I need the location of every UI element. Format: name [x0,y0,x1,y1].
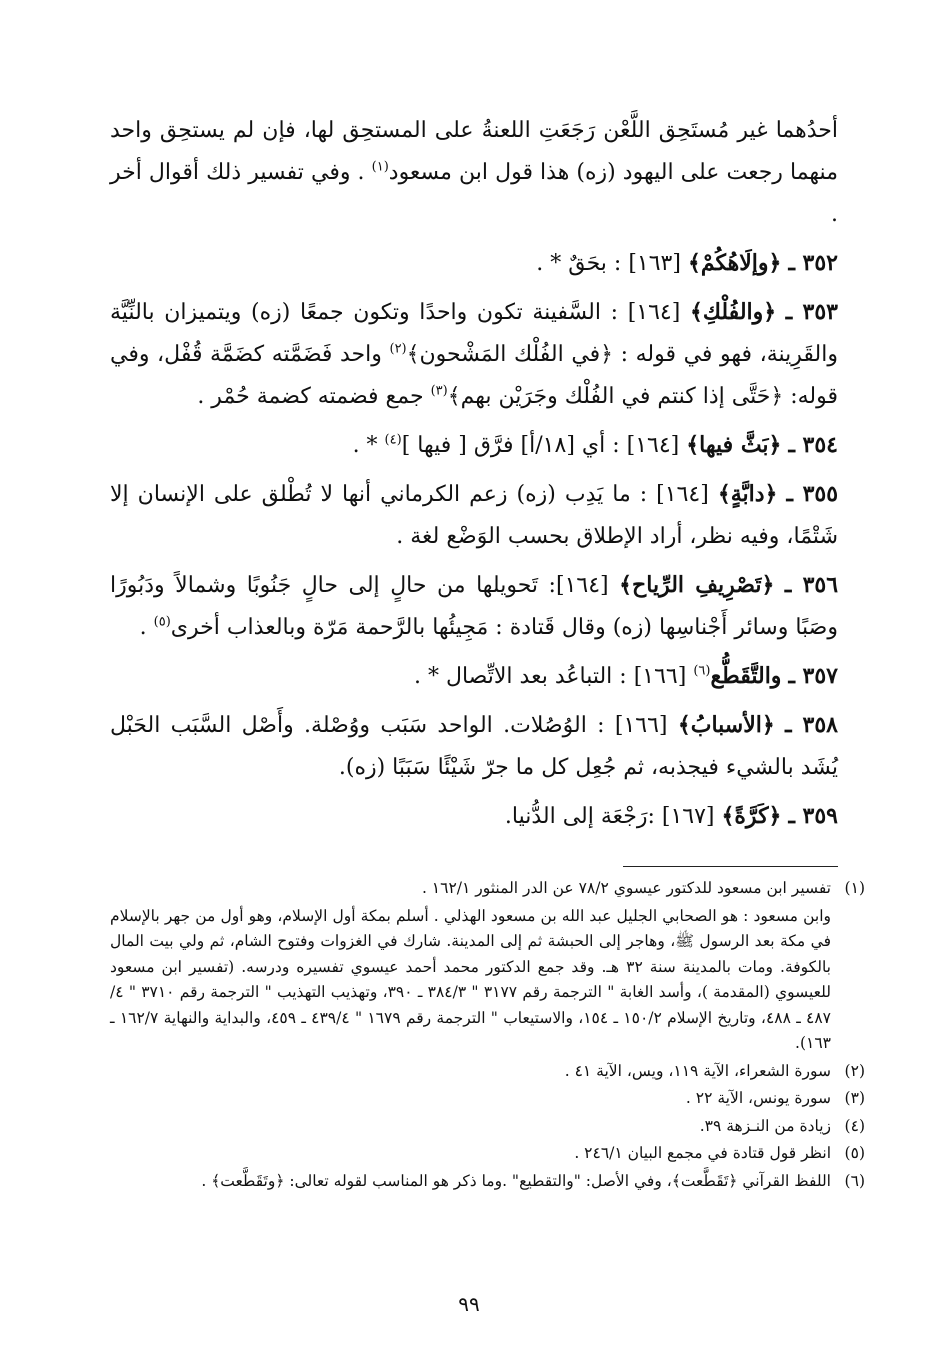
entry-number: ٣٥٧ ـ [788,663,838,689]
entry-word: ﴿تَصْرِيفِ الرِّياح﴾ [619,572,775,598]
footnote-separator [623,866,838,867]
footnote-number: (٤) [844,1116,865,1135]
entry-number: ٣٥٣ ـ [785,299,838,325]
entry-number: ٣٥٥ ـ [786,481,839,507]
entry-text: . [139,615,154,640]
entry-text: : أي [١٨/أ] فرَّق [ فيها ] [401,433,627,458]
footnote-text: تفسير ابن مسعود للدكتور عيسوي ٧٨/٢ عن الدر المنثور ١٦٢/١ . [421,879,831,897]
entry-word: ﴿كَرَّةً﴾ [721,803,782,829]
entry-355 [110,473,838,558]
footnote-number: (١) [844,879,865,897]
footnote-ref: (٣) [430,383,448,399]
footnote-1 [110,876,865,902]
entry-354 [110,424,838,467]
verse-ref: [١٦٤] [555,573,609,598]
entry-text: جمع فضمته كضمة حُمْر . [197,384,431,409]
footnote-number: (٥) [844,1144,865,1162]
entry-text: : التباعُد بعد الاتِّصال * . [414,664,634,689]
entry-word: ﴿بَثَّ فيها﴾ [686,432,782,458]
entry-number: ٣٥٢ ـ [788,250,838,276]
footnote-text: وابن مسعود : هو الصحابي الجليل عبد الله بن مسعود الهذلي . أسلم بمكة أول الإسلام، وهو أول من جهر بالإسلام في مكة بعد الرسول ﷺ، وهاجر إلى الحبشة ثم إلى المدينة. شارك في الغزوات وفتوح الشام، ثم ولي بيت المال بالكوفة. ومات بالمدينة سنة ٣٢ هـ. وقد جمع الدكتور محمد أحمد عيسوي تفسيره ودرسه. (تفسير ابن مسعود للعيسوي (المقدمة )، وأسد الغابة " الترجمة رقم ٣١٧٧ " ٣٨٤/٣ ـ ٣٩٠، وتهذيب التهذيب " الترجمة رقم ٣٧١٠ " ٤/ ٤٨٧ ـ ٤٨٨، وتاريخ الإسلام ١٥٠/٢ ـ ١٥٤، والاستيعاب " الترجمة رقم ١٦٧٩ " ٤٣٩/٤ ـ ٤٥٩، والبداية والنهاية ١٦٢/٧ ـ ١٦٣). [110,906,831,1052]
entry-number: ٣٥٩ ـ [788,803,838,829]
footnote-6 [110,1169,865,1195]
entry-word: ﴿وإلَاهُكُمْ﴾ [687,250,782,276]
entry-358 [110,704,838,789]
entry-number: ٣٥٨ ـ [785,712,838,738]
footnote-4 [110,1114,865,1140]
intro-text: أحدُهما غير مُستَحِق اللَّعْن رَجَعَتِ اللعنةُ على المستحِق لها، فإن لم يستحِق واحد منهما رجعت على اليهود (زه) هذا قول ابن مسعود [110,118,838,185]
footnote-3 [110,1086,865,1112]
entry-word: ﴿والفُلْكِ﴾ [689,299,777,325]
entry-text: : الوُصُلات. الواحد سَبَب ووُصْلة. وأَصْل السَّبَب الحَبْل يُشَد بالشيء فيجذبه، ثم جُعِل كل ما جرّ شَيْئًا سَبَبًا (زه). [110,713,838,780]
page-number: ٩٩ [458,1292,480,1316]
entry-word: ﴿الأسبابُ﴾ [677,712,775,738]
footnote-ref: (١) [371,159,389,175]
entry-353 [110,291,838,418]
verse-ref: [١٦٤] [626,433,680,458]
footnote-ref: (٤) [384,432,402,448]
intro-paragraph [110,110,838,236]
entry-word: والتَّقَطُّع [710,663,782,689]
entry-text: واحد فَضَمَّته كضَمَّة قُفْل، وفي قوله: ﴿حَتَّى إذا كنتم في الفُلْك وجَرَيْن بهم﴾ [110,342,838,409]
entry-356 [110,564,838,649]
entry-text: * . [352,433,385,458]
entry-number: ٣٥٦ ـ [784,572,839,598]
verse-ref: [١٦٣] [628,251,681,276]
entry-text: : السَّفينة تكون واحدًا وتكون جمعًا (زه) ويتميزان بالنِّيَّة والقَرِينة، فهو في قوله : ﴿في الفُلْك المَشْحون﴾ [110,300,838,367]
footnote-text: زيادة من النـزهة ٣٩. [699,1116,831,1135]
entry-text: : بحَقٌ * . [536,251,629,276]
footnote-ref: (٥) [153,614,171,630]
footnote-5 [110,1141,865,1167]
entry-357 [110,655,838,698]
footnote-number: (٣) [844,1089,865,1107]
verse-ref: [١٦٧] [661,804,715,829]
entry-text: :رَجْعَة إلى الدُّنيا. [504,804,662,829]
verse-ref: [١٦٦] [633,664,687,689]
entry-359 [110,795,838,838]
main-text [110,110,838,844]
footnote-text: انظر قول قتادة في مجمع البيان ٢٤٦/١ . [574,1144,831,1162]
footnote-ref: (٦) [693,663,711,679]
entry-text: : ما يَدِب (زه) زعم الكرماني أنها لا تُطْلق على الإنسان إلا شَتْمًا، وفيه نظر، أراد الإطلاق بحسب الوَضْع لغة . [110,482,838,549]
footnote-number: (٢) [844,1061,865,1080]
footnote-text: سورة الشعراء، الآية ١١٩، ويس، الآية ٤١ . [564,1061,831,1080]
footnote-number: (٦) [844,1171,865,1190]
entry-word: ﴿دابَّةٍ﴾ [717,481,778,507]
verse-ref: [١٦٤] [627,300,681,325]
footnote-text: اللفظ القرآني ﴿تَقَطَّعت﴾، وفي الأصل: "والتقطيع" .وما ذكر هو المناسب لقوله تعالى: ﴿وتَقَطَّعت﴾ . [201,1171,831,1190]
entry-number: ٣٥٤ ـ [788,432,838,458]
footnote-2 [110,1059,865,1085]
footnotes [110,876,865,1196]
intro-tail: . وفي تفسير ذلك أقوال أخر . [110,160,838,227]
entry-text: : تَحويلها من حالٍ إلى حالٍ جَنُوبًا وشمالاً ودَبُورًا وصَبًا وسائر أَجْناسِها (زه) وقال قَتادة : مَجِيئُها بالرَّحمة مَرّة وبالعذاب أخرى [110,573,838,640]
footnote-text: سورة يونس، الآية ٢٢ . [685,1089,831,1107]
verse-ref: [١٦٦] [614,713,668,738]
entry-352 [110,242,838,285]
footnote-ref: (٢) [389,341,407,357]
verse-ref: [١٦٤] [656,482,709,507]
footnote-1-continuation [110,904,865,1057]
